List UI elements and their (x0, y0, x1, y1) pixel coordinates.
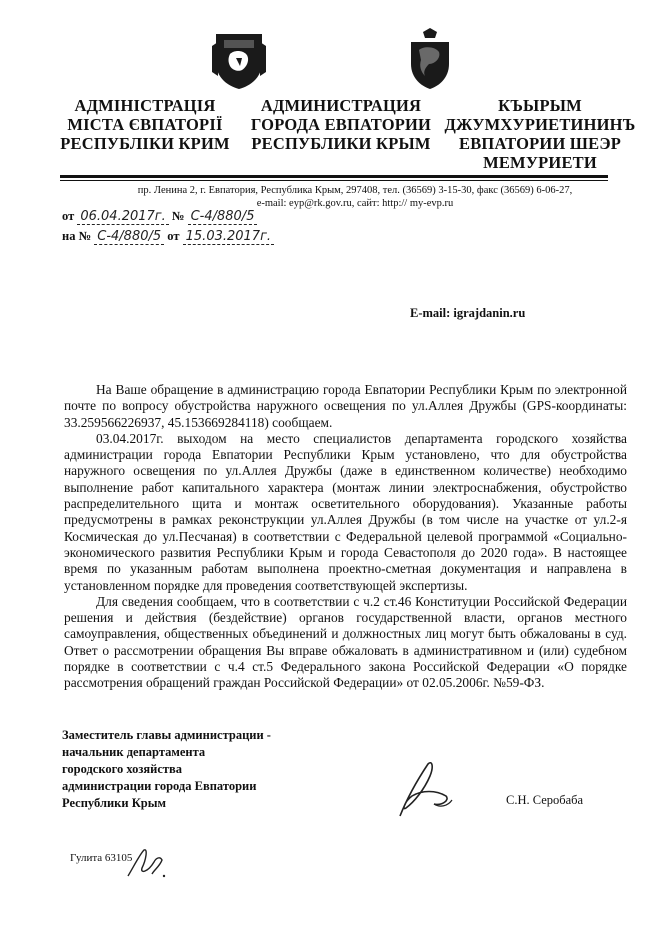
signatory-position (62, 727, 271, 812)
header-line: МІСТА ЄВПАТОРІЇ (67, 115, 223, 134)
letter-body (64, 382, 627, 692)
header-line: АДМИНИСТРАЦИЯ (260, 96, 422, 115)
header-crimean-tatar (440, 96, 640, 172)
from-label: от (62, 209, 75, 223)
initials-scribble-icon (124, 846, 168, 882)
reply-label: на № (62, 229, 92, 243)
header-line: АДМІНІСТРАЦІЯ (74, 96, 216, 115)
signatory-name: С.Н. Серобаба (506, 793, 584, 807)
header-line: РЕСПУБЛИКИ КРЫМ (251, 134, 431, 153)
header-line: ДЖУМХУРИЕТИНИНЪ (444, 115, 636, 134)
position-line: начальник департамента (62, 745, 206, 759)
header-russian (246, 96, 436, 153)
header-line: РЕСПУБЛІКИ КРИМ (60, 134, 230, 153)
recipient-email: E-mail: igrajdanin.ru (410, 306, 526, 320)
header-line: МЕМУРИЕТИ (483, 153, 597, 172)
executor-note: Гулита 63105 (70, 852, 133, 864)
body-paragraph: Для сведения сообщаем, что в соответствии с ч.2 ст.46 Конституции Российской Федерации решения и действия (бездействие) органов государственной власти, органов местного самоуправления, общественных объединений и должностных лиц могут быть обжалованы в суд. Ответ о рассмотрении обращения Вы вправе обжаловать в административном и (или) судебном порядке в соответствии с ч.4 ст.5 Федерального закона Российской Федерации «О порядке рассмотрения обращений граждан Российской Федерации» от 02.05.2006г. №59-ФЗ. (64, 593, 627, 691)
position-line: городского хозяйства (62, 762, 183, 776)
header-divider-thin (60, 180, 608, 181)
position-line: Республики Крым (62, 796, 166, 810)
position-line: Заместитель главы администрации - (62, 728, 271, 742)
reply-number: С-4/880/5 (94, 229, 164, 245)
evpatoria-coat-of-arms-icon (210, 28, 268, 90)
header-line: ЕВПАТОРИИ ШЕЭР (459, 134, 621, 153)
address-line: пр. Ленина 2, г. Евпатория, Республика Крым, 297408, тел. (36569) 3-15-30, факс (36569) 6-06-27, (137, 185, 573, 196)
body-paragraph: 03.04.2017г. выходом на место специалистов департамента городского хозяйства администрации города Евпатории Республики Крым установлено, что для обустройства наружного освещения по ул.Аллея Дружбы (даже в единственном количестве) необходимо выполнение работ капитального характера (монтаж линии электроснабжения, обустройство распределительного щита и монтаж осветительного оборудования). Указанные работы предусмотрены в рамках реконструкции ул.Аллея Дружбы (в том числе на участке от ул.2-я Космическая до ул.Песчаная) в соответствии с Федеральной целевой программой «Социально-экономического развития Республики Крым и города Севастополя до 2020 года». В настоящее время по указанным работам выполнена проектно-сметная документация и направлена в установленном порядке для проведения соответствующей экспертизы. (64, 430, 627, 593)
outgoing-registration (62, 208, 257, 225)
reply-date: 15.03.2017г. (183, 229, 274, 245)
header-divider-thick (60, 175, 608, 178)
contact-line: e-mail: eyp@rk.gov.ru, сайт: http:// my-evp.ru (256, 198, 454, 209)
handwritten-signature-icon (390, 756, 460, 826)
header-line: ГОРОДА ЕВПАТОРИИ (250, 115, 432, 134)
incoming-reference (62, 228, 274, 245)
reply-from-label: от (167, 229, 180, 243)
outgoing-date: 06.04.2017г. (77, 209, 168, 225)
header-line: КЪЫРЫМ (498, 96, 582, 115)
crimea-coat-of-arms-icon (405, 28, 455, 90)
body-paragraph: На Ваше обращение в администрацию города Евпатории Республики Крым по электронной почте по вопросу обустройства наружного освещения по ул.Аллея Дружбы (GPS-координаты: 33.259566226937, 45.153669284118) сообщаем. (64, 382, 627, 430)
header-ukrainian (60, 96, 230, 153)
position-line: администрации города Евпатории (62, 779, 257, 793)
outgoing-number: С-4/880/5 (188, 209, 258, 225)
number-label: № (171, 209, 185, 223)
